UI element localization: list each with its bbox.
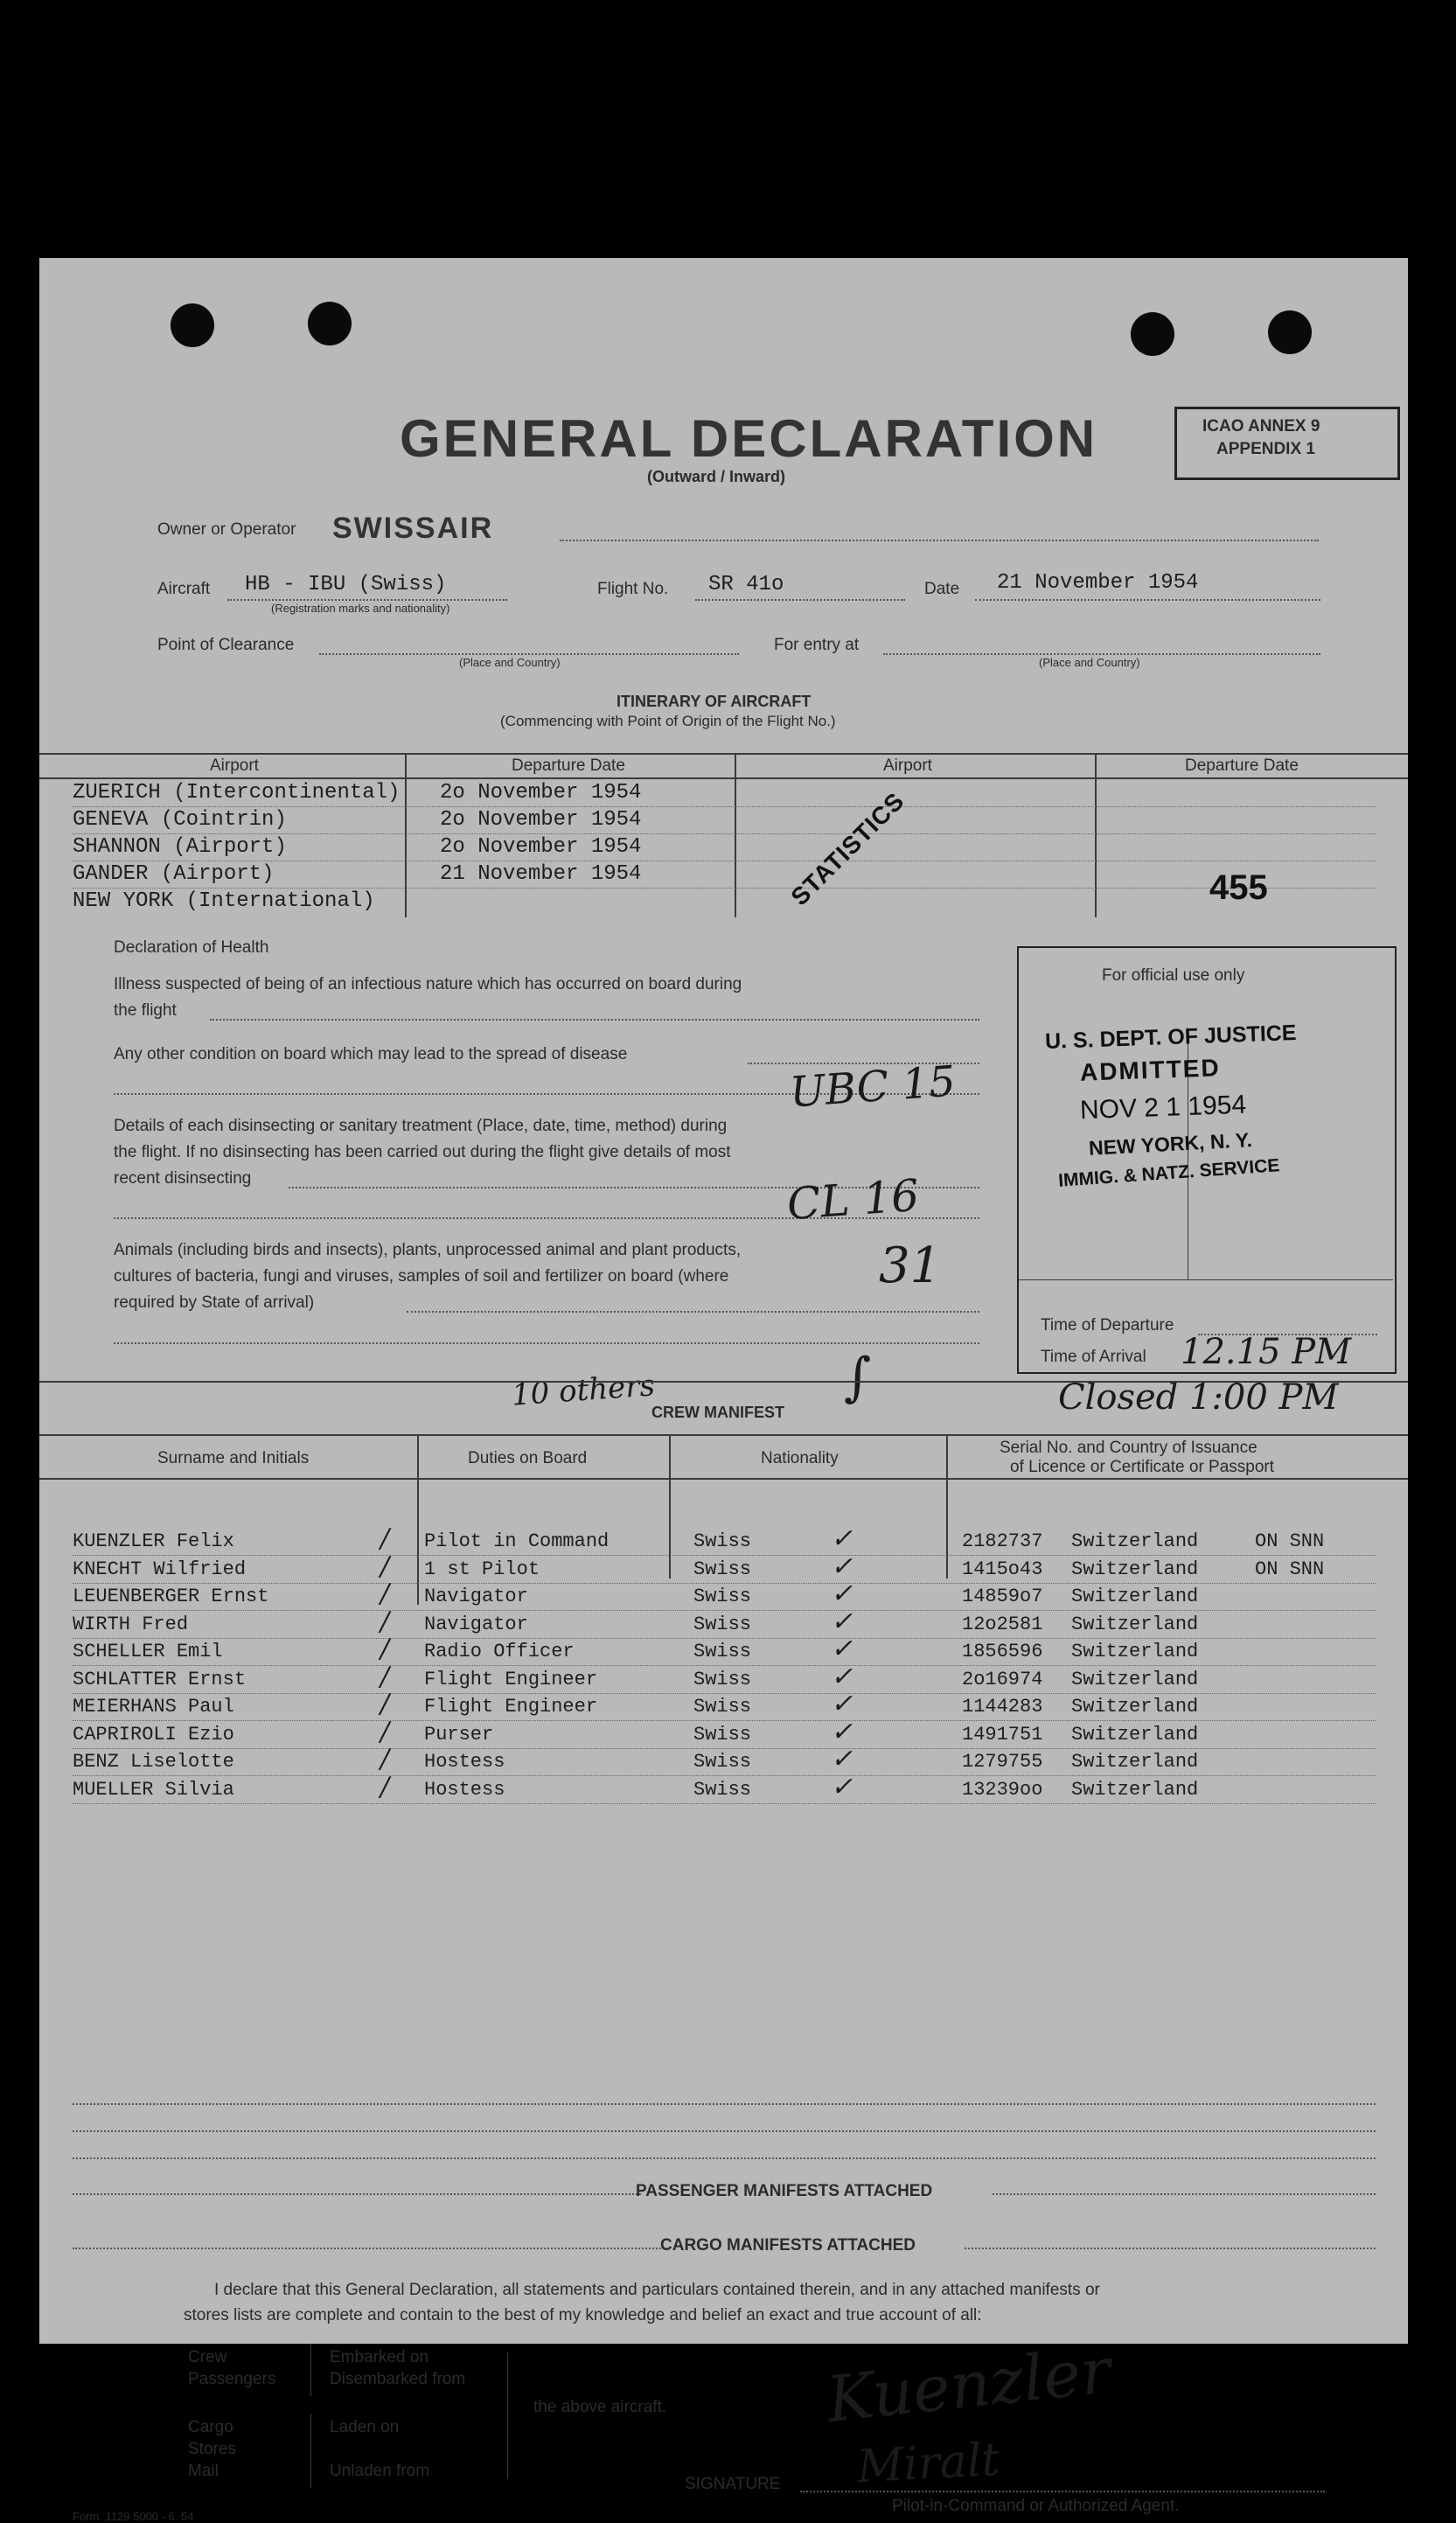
crew-row-line [73,1748,1376,1749]
date-label: Date [924,580,960,598]
itin-header-date-2: Departure Date [1185,756,1299,775]
entry-label: For entry at [774,636,860,654]
crew-name: LEUENBERGER Ernst [73,1586,269,1607]
crew-nationality: Swiss [693,1586,752,1607]
decl-cargo: Cargo [188,2418,233,2436]
check-mark: / [380,1772,390,1802]
arrival-label: Time of Arrival [1041,1348,1146,1366]
decl-bracket-3 [507,2352,508,2479]
owner-line [560,540,1319,541]
crew-row-line [73,1775,1376,1776]
health-q4-l3: required by State of arrival) [114,1293,315,1312]
crew-duty: Navigator [424,1613,528,1635]
arrival-value: 12.15 PM [1181,1332,1352,1372]
check-mark: / [380,1523,390,1554]
crew-row-line [73,1638,1376,1639]
crew-country: Switzerland [1071,1751,1199,1773]
flight-label: Flight No. [597,580,669,598]
itinerary-top-line [39,753,1408,755]
crew-nationality: Swiss [693,1669,752,1690]
signature-1: Kuenzler [823,2333,1115,2436]
stamp-line-1: U. S. DEPT. OF JUSTICE [1044,1020,1297,1055]
crew-header-serial-1: Serial No. and Country of Issuance [1000,1439,1257,1457]
crew-name: KUENZLER Felix [73,1530,234,1552]
owner-label: Owner or Operator [157,520,296,539]
itin-airport-5: NEW YORK (International) [73,889,375,913]
crew-div-2 [669,1434,671,1579]
clearance-line [319,653,739,655]
decl-above: the above aircraft. [533,2398,667,2416]
crew-nationality: Swiss [693,1558,752,1580]
crew-duty: Flight Engineer [424,1696,598,1718]
page-title: GENERAL DECLARATION [400,409,1098,468]
crew-header-top [39,1434,1408,1436]
itin-row-line-2 [73,833,1376,834]
itin-date-3: 2o November 1954 [440,835,642,859]
crew-duty: 1 st Pilot [424,1558,540,1580]
check-mark: / [380,1634,390,1664]
itin-header-airport-2: Airport [883,756,932,775]
itinerary-div-1 [405,753,407,917]
crew-row-line [73,1803,1376,1804]
crew-serial: 12o2581 [962,1613,1043,1635]
crew-header-duty: Duties on Board [468,1449,588,1467]
crew-row-line [73,1720,1376,1721]
crew-duty: Navigator [424,1586,528,1607]
itinerary-header-line [39,777,1408,779]
annex-line1: ICAO ANNEX 9 [1202,417,1320,436]
crew-name: SCHLATTER Ernst [73,1669,247,1690]
health-q1-l2: the flight [114,1001,177,1020]
check-mark: / [380,1744,390,1774]
health-q3-l3: recent disinsecting [114,1169,252,1188]
itin-header-date-1: Departure Date [512,756,625,775]
stamp-line-4: NEW YORK, N. Y. [1088,1128,1253,1160]
crew-header-nat: Nationality [761,1449,839,1467]
cargo-line-right [965,2248,1376,2249]
crew-name: MEIERHANS Paul [73,1696,234,1718]
crew-name: SCHELLER Emil [73,1641,223,1662]
nationality-check-mark: ✓ [831,1634,853,1664]
punch-hole-4 [1268,310,1312,354]
nationality-check-mark: ✓ [831,1717,853,1747]
decl-bracket-1 [310,2344,311,2396]
itin-date-2: 2o November 1954 [440,808,642,832]
crew-country: Switzerland [1071,1558,1199,1580]
nationality-check-mark: ✓ [831,1662,853,1692]
crew-nationality: Swiss [693,1613,752,1635]
crew-country: Switzerland [1071,1613,1199,1635]
crew-serial: 2182737 [962,1530,1043,1552]
crew-country: Switzerland [1071,1779,1199,1801]
itin-date-1: 2o November 1954 [440,781,642,805]
crew-country: Switzerland [1071,1696,1199,1718]
itin-airport-2: GENEVA (Cointrin) [73,808,287,832]
entry-line [883,653,1320,655]
statistics-stamp: STATISTICS [785,786,910,911]
signature-line [800,2491,1325,2492]
itinerary-title: ITINERARY OF AIRCRAFT [617,693,812,710]
check-mark: / [380,1689,390,1719]
crew-note: ON SNN [1255,1530,1325,1552]
crew-name: MUELLER Silvia [73,1779,234,1801]
crew-duty: Flight Engineer [424,1669,598,1690]
crew-country: Switzerland [1071,1586,1199,1607]
itin-row-line-4 [73,888,1376,889]
crew-serial: 1491751 [962,1724,1043,1746]
decl-mail: Mail [188,2462,219,2480]
decl-embarked: Embarked on [330,2348,429,2366]
nationality-check-mark: ✓ [831,1689,853,1719]
itin-airport-1: ZUERICH (Intercontinental) [73,781,401,805]
crew-row-line [73,1555,1376,1556]
crew-serial: 2o16974 [962,1669,1043,1690]
crew-div-1 [417,1434,419,1605]
decl-bracket-2 [310,2414,311,2488]
handwritten-initials: ∫ [844,1347,872,1408]
crew-serial: 1279755 [962,1751,1043,1773]
crew-row-line [73,1583,1376,1584]
crew-row-line [73,1693,1376,1694]
place-note-1: (Place and Country) [459,656,561,669]
itin-airport-3: SHANNON (Airport) [73,835,287,859]
handwritten-note-3: 31 [879,1237,942,1294]
crew-serial: 1856596 [962,1641,1043,1662]
decl-stores: Stores [188,2440,236,2458]
itinerary-subtitle: (Commencing with Point of Origin of the Flight No.) [500,713,836,729]
punch-hole-1 [171,303,214,347]
check-mark: / [380,1606,390,1637]
itin-header-airport-1: Airport [210,756,259,775]
passenger-manifests: PASSENGER MANIFESTS ATTACHED [636,2182,933,2200]
decl-crew: Crew [188,2348,227,2366]
crew-name: BENZ Liselotte [73,1751,234,1773]
health-q4-l1: Animals (including birds and insects), plants, unprocessed animal and plant products, [114,1241,742,1259]
crew-nationality: Swiss [693,1751,752,1773]
crew-nationality: Swiss [693,1724,752,1746]
crew-country: Switzerland [1071,1724,1199,1746]
page-subtitle: (Outward / Inward) [647,468,786,485]
health-q1-l1: Illness suspected of being of an infectious nature which has occurred on board during [114,975,742,993]
decl-unladen: Unladen from [330,2462,430,2480]
crew-blank-line-3 [73,2157,1376,2159]
itinerary-number: 455 [1209,868,1268,907]
crew-nationality: Swiss [693,1696,752,1718]
crew-header-bottom [39,1478,1408,1480]
itin-airport-4: GANDER (Airport) [73,862,275,886]
itinerary-div-2 [735,753,736,917]
crew-serial: 13239oo [962,1779,1043,1801]
signature-label: SIGNATURE [685,2475,781,2493]
crew-div-3 [946,1434,948,1579]
crew-nationality: Swiss [693,1779,752,1801]
crew-name: WIRTH Fred [73,1613,189,1635]
nationality-check-mark: ✓ [831,1579,853,1609]
handwritten-crew-note: 10 others [510,1368,657,1413]
official-title: For official use only [1102,966,1245,985]
owner-value: SWISSAIR [332,512,494,545]
crew-header-serial-2: of Licence or Certificate or Passport [1010,1458,1275,1476]
aircraft-line [227,599,507,601]
nationality-check-mark: ✓ [831,1551,853,1582]
passenger-line-right [993,2193,1376,2195]
crew-header-name: Surname and Initials [157,1449,310,1467]
nationality-check-mark: ✓ [831,1772,853,1802]
health-q4-line-b [114,1342,979,1344]
crew-serial: 1415o43 [962,1558,1043,1580]
date-line [975,599,1320,601]
stamp-line-3: NOV 2 1 1954 [1079,1090,1247,1126]
declaration-line-2: stores lists are complete and contain to the best of my knowledge and belief an exact and true account of all: [184,2306,982,2324]
flight-line [695,599,905,601]
punch-hole-2 [308,302,352,345]
health-q4-line [407,1311,979,1313]
itin-row-line-1 [73,806,1376,807]
stamp-line-2: ADMITTED [1079,1054,1222,1086]
crew-row-line [73,1610,1376,1611]
passenger-line-left [73,2193,641,2195]
declaration-line-1: I declare that this General Declaration, all statements and particulars contained therein, and in any attached manifests or [214,2281,1100,2299]
handwritten-closed: Closed 1:00 PM [1058,1377,1339,1418]
health-q3-l2: the flight. If no disinsecting has been carried out during the flight give details of most [114,1143,731,1161]
crew-row-line [73,1665,1376,1666]
health-q3-l1: Details of each disinsecting or sanitary treatment (Place, date, time, method) during [114,1117,728,1135]
crew-title: CREW MANIFEST [651,1404,784,1421]
declaration-form [39,258,1408,2523]
health-q4-l2: cultures of bacteria, fungi and viruses, samples of soil and fertilizer on board (where [114,1267,729,1286]
clearance-label: Point of Clearance [157,636,295,654]
signature-2: Miralt [855,2433,1001,2494]
health-q2: Any other condition on board which may lead to the spread of disease [114,1045,628,1063]
nationality-check-mark: ✓ [831,1744,853,1774]
nationality-check-mark: ✓ [831,1606,853,1637]
check-mark: / [380,1551,390,1582]
crew-name: CAPRIROLI Ezio [73,1724,234,1746]
place-note-2: (Place and Country) [1039,656,1140,669]
nationality-check-mark: ✓ [831,1523,853,1554]
stamp-line-5: IMMIG. & NATZ. SERVICE [1057,1155,1281,1191]
crew-duty: Hostess [424,1779,505,1801]
date-value: 21 November 1954 [997,571,1199,595]
signature-caption: Pilot-in-Command or Authorized Agent. [892,2497,1180,2515]
crew-note: ON SNN [1255,1558,1325,1580]
aircraft-value: HB - IBU (Swiss) [245,573,447,596]
crew-name: KNECHT Wilfried [73,1558,247,1580]
aircraft-label: Aircraft [157,580,211,598]
health-title: Declaration of Health [114,938,269,957]
health-q1-line [210,1019,979,1021]
crew-country: Switzerland [1071,1530,1199,1552]
crew-nationality: Swiss [693,1641,752,1662]
itinerary-div-3 [1095,753,1097,917]
annex-line2: APPENDIX 1 [1216,440,1315,458]
cargo-manifests: CARGO MANIFESTS ATTACHED [660,2236,916,2255]
check-mark: / [380,1662,390,1692]
punch-hole-3 [1131,312,1174,356]
handwritten-note-1: UBC 15 [788,1056,958,1118]
crew-country: Switzerland [1071,1669,1199,1690]
crew-duty: Radio Officer [424,1641,575,1662]
form-number: Form. 1129 5000 - 6. 54 [73,2510,194,2523]
check-mark: / [380,1579,390,1609]
crew-serial: 14859o7 [962,1586,1043,1607]
aircraft-note: (Registration marks and nationality) [271,602,450,615]
crew-country: Switzerland [1071,1641,1199,1662]
cargo-line-left [73,2248,667,2249]
flight-value: SR 41o [708,573,784,596]
official-rule [1019,1279,1393,1280]
crew-serial: 1144283 [962,1696,1043,1718]
crew-blank-line-1 [73,2103,1376,2105]
handwritten-note-2: CL 16 [785,1169,921,1230]
check-mark: / [380,1717,390,1747]
departure-label: Time of Departure [1041,1316,1174,1335]
crew-blank-line-2 [73,2130,1376,2132]
crew-duty: Pilot in Command [424,1530,610,1552]
decl-laden: Laden on [330,2418,400,2436]
decl-disembarked: Disembarked from [330,2370,466,2388]
crew-duty: Purser [424,1724,494,1746]
crew-top-line [39,1381,1408,1383]
crew-nationality: Swiss [693,1530,752,1552]
decl-passengers: Passengers [188,2370,276,2388]
crew-duty: Hostess [424,1751,505,1773]
itin-date-4: 21 November 1954 [440,862,642,886]
